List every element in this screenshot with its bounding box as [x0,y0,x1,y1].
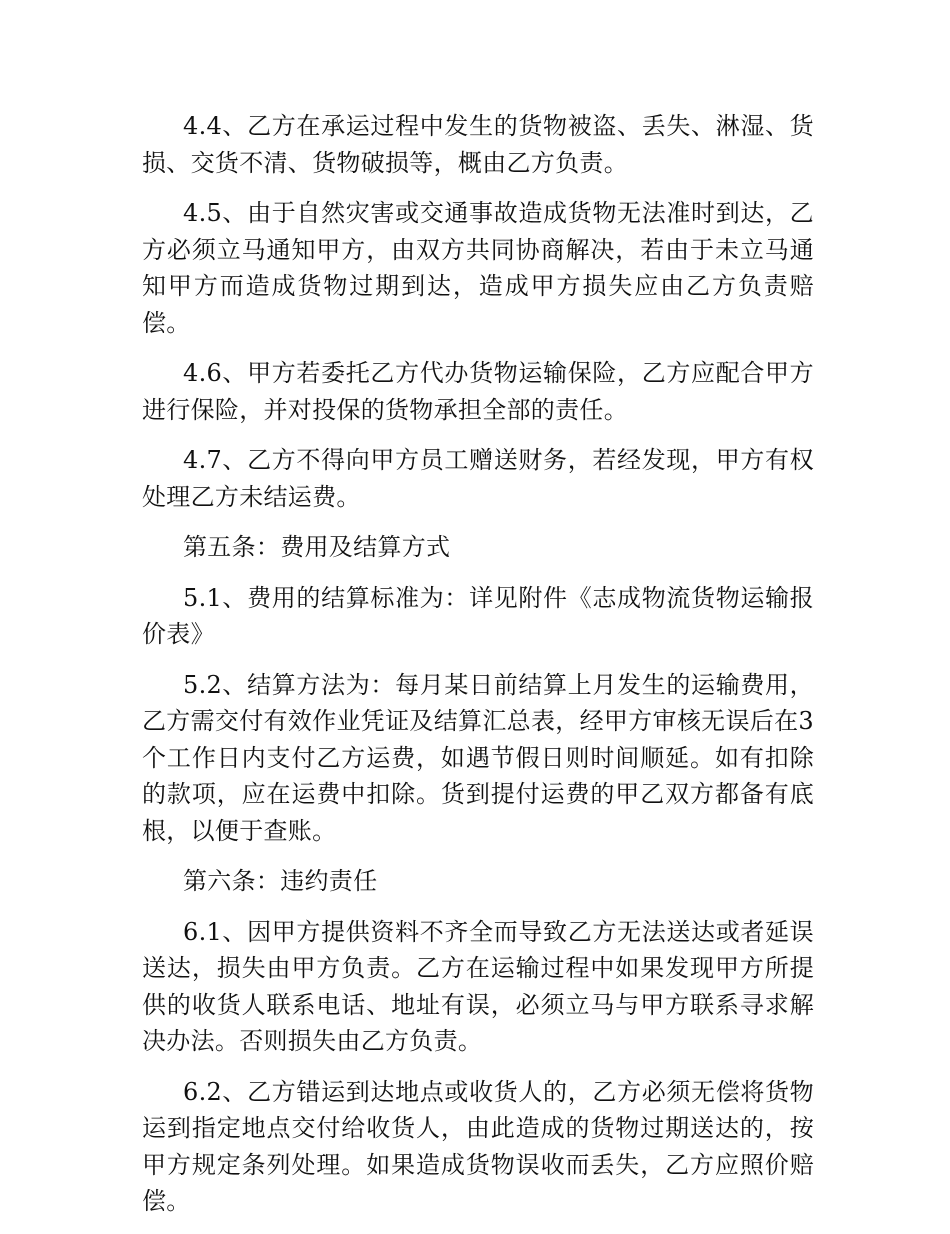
section-heading-5: 第五条：费用及结算方式 [183,533,451,561]
clause-4-5: 4.5、由于自然灾害或交通事故造成货物无法准时到达，乙方必须立马通知甲方，由双方共同协商解决，若由于未立马通知甲方而造成货物过期到达，造成甲方损失应由乙方负责赔偿。 [142,199,814,337]
clause-6-2: 6.2、乙方错运到达地点或收货人的，乙方必须无偿将货物运到指定地点交付给收货人，由此造成的货物过期送达的，按甲方规定条列处理。如果造成货物误收而丢失，乙方应照价赔偿。 [142,1077,814,1215]
clause-4-7: 4.7、乙方不得向甲方员工赠送财务，若经发现，甲方有权处理乙方未结运费。 [142,446,814,511]
section-heading-6: 第六条：违约责任 [183,867,378,895]
clause-4-4: 4.4、乙方在承运过程中发生的货物被盗、丢失、淋湿、货损、交货不清、货物破损等，概由乙方负责。 [142,112,814,177]
clause-4-6: 4.6、甲方若委托乙方代办货物运输保险，乙方应配合甲方进行保险，并对投保的货物承担全部的责任。 [142,359,814,424]
clause-5-2: 5.2、结算方法为：每月某日前结算上月发生的运输费用，乙方需交付有效作业凭证及结算汇总表，经甲方审核无误后在3个工作日内支付乙方运费，如遇节假日则时间顺延。如有扣除的款项，应在运费中扣除。货到提付运费的甲乙双方都备有底根，以便于查账。 [142,670,814,845]
clause-6-1: 6.1、因甲方提供资料不齐全而导致乙方无法送达或者延误送达，损失由甲方负责。乙方在运输过程中如果发现甲方所提供的收货人联系电话、地址有误，必须立马与甲方联系寻求解决办法。否则损失由乙方负责。 [142,917,814,1055]
clause-5-1: 5.1、费用的结算标准为：详见附件《志成物流货物运输报价表》 [142,583,814,648]
document-body [142,108,814,1234]
